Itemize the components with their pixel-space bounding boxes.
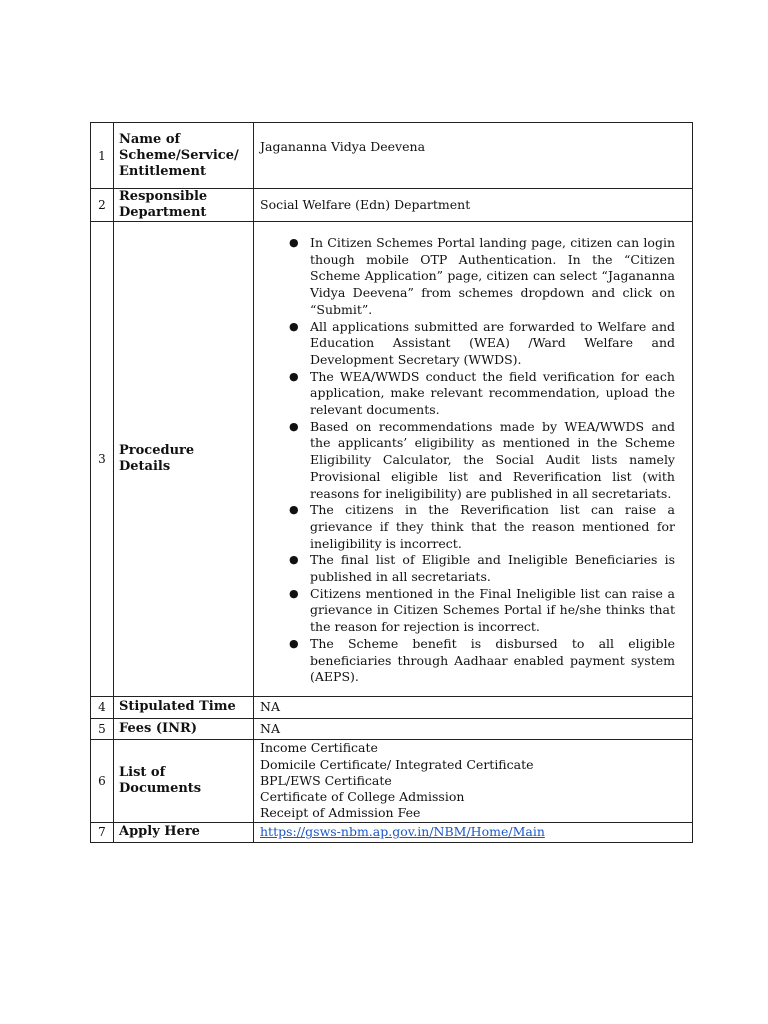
procedure-step: ● All applications submitted are forwarded to Welfare and Education Assistant (WEA) /Ward Welfare and Development Secretary (WWDS). xyxy=(289,318,675,367)
apply-link[interactable]: https://gsws-nbm.ap.gov.in/NBM/Home/Main xyxy=(260,824,545,840)
procedure-step: ● The citizens in the Reverification list can raise a grievance if they think that the reason mentioned for ineligibility is incorrect. xyxy=(289,502,675,551)
procedure-step: ● The Scheme benefit is disbursed to all eligible beneficiaries through Aadhaar enabled payment system (AEPS). xyxy=(289,635,675,685)
procedure-step: ● Citizens mentioned in the Final Ineligible list can raise a grievance in Citizen Schemes Portal if he/she thinks that the reason for rejection is incorrect. xyxy=(289,585,675,635)
document-item: BPL/EWS Certificate xyxy=(260,772,392,788)
procedure-step: ● In Citizen Schemes Portal landing page, citizen can login though mobile OTP Authentication. In the “Citizen Scheme Application” page, citizen can select “Jagananna Vidya Deevena” from schemes dropdown and click on “Submit”. xyxy=(289,235,675,317)
documents-cell xyxy=(254,739,693,822)
row-label: Stipulated Time xyxy=(114,696,254,718)
row-number: 1 xyxy=(91,123,114,189)
document-item: Certificate of College Admission xyxy=(260,789,465,805)
row-label: Procedure Details xyxy=(114,222,254,697)
row-number: 2 xyxy=(91,189,114,222)
apply-link-cell xyxy=(254,822,693,842)
row-number: 5 xyxy=(91,718,114,739)
table-row xyxy=(91,739,693,822)
row-number: 3 xyxy=(91,222,114,697)
document-item: Receipt of Admission Fee xyxy=(260,805,421,821)
row-label: Apply Here xyxy=(114,822,254,842)
procedure-step: ● Based on recommendations made by WEA/WWDS and the applicants’ eligibility as mentioned in the Scheme Eligibility Calculator, the Social Audit lists namely Provisional eligible list and Reverification list (with reasons for ineligibility) are published in all secretariats. xyxy=(289,418,675,501)
row-label: Fees (INR) xyxy=(114,718,254,739)
row-number: 7 xyxy=(91,822,114,842)
row-number: 4 xyxy=(91,696,114,718)
document-item: Domicile Certificate/ Integrated Certificate xyxy=(260,756,534,772)
procedure-step: ● The final list of Eligible and Ineligible Beneficiaries is published in all secretariats. xyxy=(289,552,675,585)
table-row xyxy=(91,822,693,842)
stipulated-time-value: NA xyxy=(254,696,693,718)
procedure-cell xyxy=(254,222,693,697)
bullet-icon: ● xyxy=(289,319,299,333)
procedure-step: ● The WEA/WWDS conduct the field verification for each application, make relevant recommendation, upload the relevant documents. xyxy=(289,368,675,418)
department-value: Social Welfare (Edn) Department xyxy=(254,189,693,222)
row-number: 6 xyxy=(91,739,114,822)
bullet-icon: ● xyxy=(289,236,299,249)
bullet-icon: ● xyxy=(289,419,299,433)
bullet-icon: ● xyxy=(289,369,299,383)
bullet-icon: ● xyxy=(289,636,299,650)
row-label: Name of Scheme/Service/ Entitlement xyxy=(114,123,254,189)
table-row xyxy=(91,696,693,718)
bullet-icon: ● xyxy=(289,503,299,517)
bullet-icon: ● xyxy=(289,586,299,600)
fees-value: NA xyxy=(254,718,693,739)
row-label: List of Documents xyxy=(114,739,254,822)
document-item: Income Certificate xyxy=(260,740,378,756)
table-row xyxy=(91,222,693,697)
row-label: Responsible Department xyxy=(114,189,254,222)
table-row xyxy=(91,718,693,739)
procedure-list xyxy=(260,222,675,696)
table-row xyxy=(91,189,693,222)
bullet-icon: ● xyxy=(289,553,299,567)
table-row xyxy=(91,123,693,189)
scheme-details-table xyxy=(90,122,693,843)
scheme-name-value: Jagananna Vidya Deevena xyxy=(254,123,693,189)
